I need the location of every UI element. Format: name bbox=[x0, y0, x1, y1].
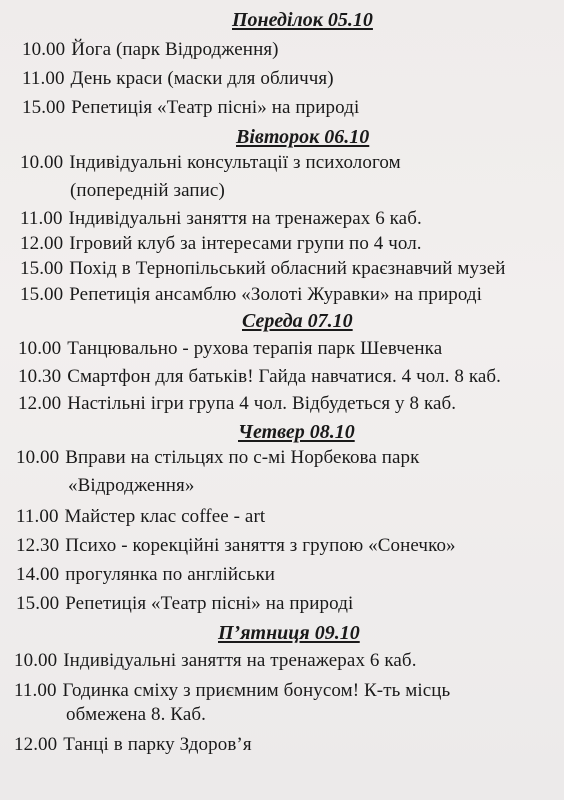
event-line bbox=[20, 152, 401, 174]
event-time: 14.00 bbox=[16, 564, 60, 585]
event-line bbox=[22, 68, 334, 90]
event-time: 11.00 bbox=[14, 680, 57, 701]
event-text: Репетиція «Театр пісні» на природі bbox=[65, 593, 354, 614]
event-text: Майстер клас coffee - art bbox=[64, 506, 266, 527]
event-text: прогулянка по англійськи bbox=[65, 564, 276, 585]
event-line bbox=[16, 506, 265, 528]
event-time: 10.00 bbox=[16, 447, 60, 468]
event-text: Танцювально - рухова терапія парк Шевченка bbox=[67, 338, 443, 359]
day-heading-tuesday: Вівторок 06.10 bbox=[236, 126, 370, 148]
event-time: 12.30 bbox=[16, 535, 60, 556]
event-text: Індивідуальні заняття на тренажерах 6 каб. bbox=[68, 208, 422, 229]
event-time: 11.00 bbox=[16, 506, 59, 527]
event-text: Вправи на стільцях по с-мі Норбекова парк bbox=[65, 447, 420, 468]
event-line bbox=[22, 97, 359, 119]
event-line bbox=[14, 650, 417, 672]
event-line bbox=[20, 258, 506, 280]
event-time: 12.00 bbox=[18, 393, 62, 414]
event-line-continuation: (попередній запис) bbox=[70, 180, 225, 201]
event-text: Репетиція «Театр пісні» на природі bbox=[71, 97, 360, 118]
event-time: 12.00 bbox=[20, 233, 64, 254]
event-line bbox=[16, 535, 456, 557]
event-text: День краси (маски для обличчя) bbox=[70, 68, 334, 89]
day-heading-wednesday: Середа 07.10 bbox=[242, 310, 353, 332]
day-heading-thursday: Четвер 08.10 bbox=[238, 421, 355, 443]
event-text: Похід в Тернопільський обласний краєзнавчий музей bbox=[69, 258, 506, 279]
event-text: Індивідуальні заняття на тренажерах 6 каб. bbox=[63, 650, 417, 671]
event-time: 11.00 bbox=[22, 68, 65, 89]
event-line bbox=[22, 39, 279, 61]
event-line-continuation: обмежена 8. Каб. bbox=[66, 704, 206, 725]
event-time: 15.00 bbox=[22, 97, 66, 118]
event-line bbox=[18, 393, 456, 415]
event-line bbox=[20, 233, 422, 255]
event-line bbox=[20, 284, 482, 306]
event-line bbox=[14, 680, 450, 702]
event-text: Йога (парк Відродження) bbox=[71, 39, 279, 60]
event-line bbox=[18, 338, 442, 360]
day-heading-monday: Понеділок 05.10 bbox=[232, 9, 373, 31]
event-line bbox=[16, 564, 275, 586]
event-time: 15.00 bbox=[20, 258, 64, 279]
event-text: Настільні ігри група 4 чол. Відбудеться у 8 каб. bbox=[67, 393, 457, 414]
event-time: 10.00 bbox=[20, 152, 64, 173]
event-line bbox=[16, 447, 420, 469]
event-time: 15.00 bbox=[16, 593, 60, 614]
event-text: Психо - корекційні заняття з групою «Сонечко» bbox=[65, 535, 456, 556]
event-time: 15.00 bbox=[20, 284, 64, 305]
event-time: 10.00 bbox=[22, 39, 66, 60]
event-text: Репетиція ансамблю «Золоті Журавки» на природі bbox=[69, 284, 483, 305]
event-text: Танці в парку Здоров’я bbox=[63, 734, 252, 755]
event-time: 11.00 bbox=[20, 208, 63, 229]
event-time: 10.00 bbox=[18, 338, 62, 359]
event-time: 12.00 bbox=[14, 734, 58, 755]
event-line bbox=[18, 366, 501, 388]
event-time: 10.30 bbox=[18, 366, 62, 387]
event-time: 10.00 bbox=[14, 650, 58, 671]
day-heading-friday: П’ятниця 09.10 bbox=[218, 622, 360, 644]
event-text: Годинка сміху з приємним бонусом! К-ть місць bbox=[62, 680, 451, 701]
event-line-continuation: «Відродження» bbox=[68, 475, 195, 496]
event-text: Смартфон для батьків! Гайда навчатися. 4 чол. 8 каб. bbox=[67, 366, 502, 387]
event-text: Індивідуальні консультації з психологом bbox=[69, 152, 401, 173]
event-line bbox=[20, 208, 422, 230]
event-text: Ігровий клуб за інтересами групи по 4 чол. bbox=[69, 233, 422, 254]
event-line bbox=[16, 593, 353, 615]
event-line bbox=[14, 734, 252, 756]
